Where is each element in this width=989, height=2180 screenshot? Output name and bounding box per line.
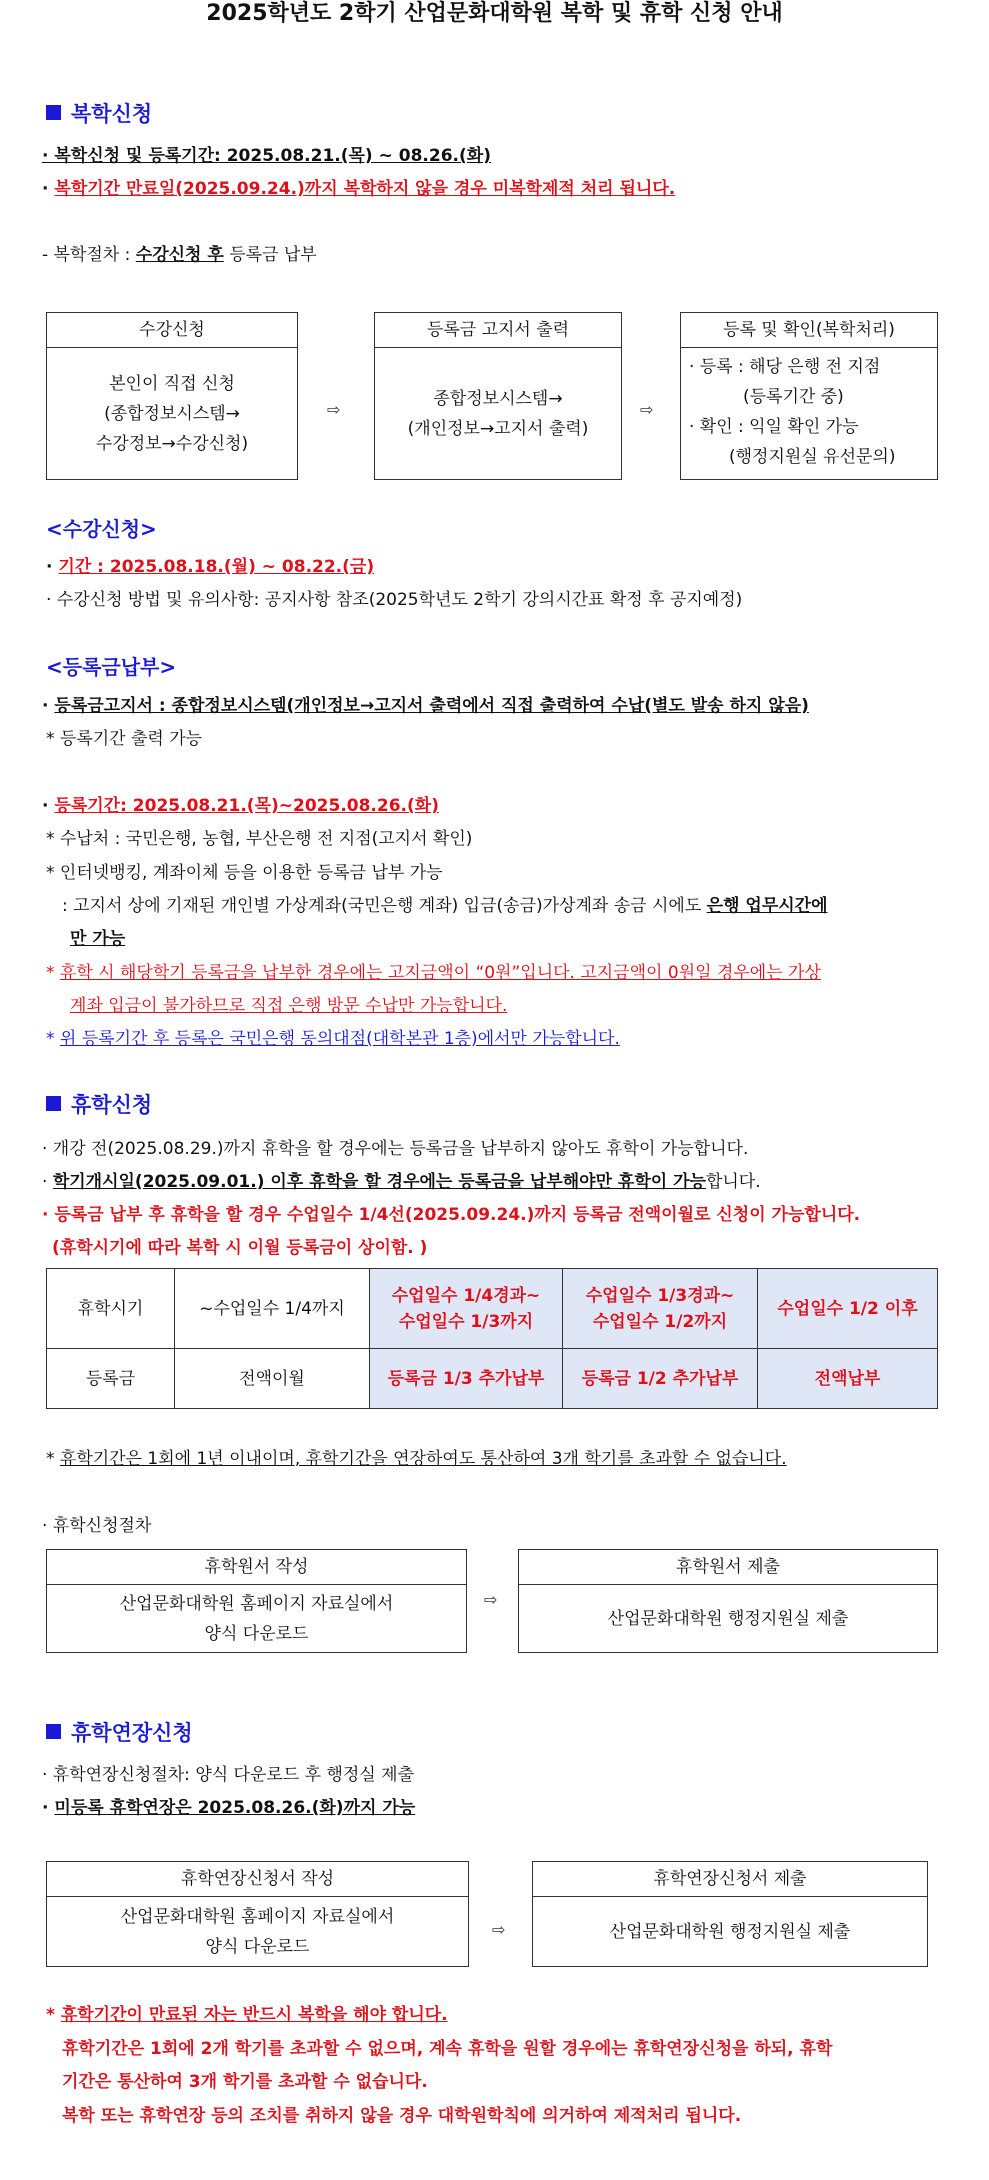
sugang-method: · 수강신청 방법 및 유의사항: 공지사항 참조(2025학년도 2학기 강의시간표 확정 후 공지예정) [46, 590, 743, 610]
sugang-period: · 기간 : 2025.08.18.(월) ~ 08.22.(금) [46, 557, 375, 577]
tuition-notice: · 등록금고지서 : 종합정보시스템(개인정보→고지서 출력에서 직접 출력하여 수납(별도 발송 하지 않음) [42, 696, 809, 716]
tuition-place: * 수납처 : 국민은행, 농협, 부산은행 전 지점(고지서 확인) [46, 829, 473, 849]
bokhak-period: · 복학신청 및 등록기간: 2025.08.21.(목) ~ 08.26.(화) [42, 146, 491, 166]
square-bullet-icon [46, 105, 61, 120]
tuition-period: · 등록기간: 2025.08.21.(목)~2025.08.26.(화) [42, 796, 439, 816]
section-heading-text: 복학신청 [71, 102, 153, 126]
section-heading-extension: 휴학연장신청 [46, 1717, 193, 1747]
square-bullet-icon [46, 1724, 61, 1739]
hyuhak-procedure: · 휴학신청절차 [42, 1516, 152, 1536]
arrow-right-icon: ⇨ [492, 1920, 506, 1939]
flow-box-header: 등록 및 확인(복학처리) [681, 313, 937, 348]
arrow-right-icon: ⇨ [327, 400, 341, 419]
extension-warn4: 복학 또는 휴학연장 등의 조치를 취하지 않을 경우 대학원학칙에 의거하여 제적처리 됩니다. [62, 2106, 742, 2126]
tuition-heading: <등록금납부> [46, 655, 177, 679]
hyuhak-line4: (휴학시기에 따라 복학 시 이월 등록금이 상이함. ) [52, 1238, 428, 1258]
hyuhak-line3: · 등록금 납부 후 휴학을 할 경우 수업일수 1/4선(2025.09.24.)까지 등록금 전액이월로 신청이 가능합니다. [42, 1205, 861, 1225]
tuition-virtual-account: : 고지서 상에 기재된 개인별 가상계좌(국민은행 계좌) 입금(송금)가상계좌 송금 시에도 은행 업무시간에 [62, 896, 828, 916]
bokhak-procedure: - 복학절차 : 수강신청 후 등록금 납부 [42, 245, 317, 265]
extension-warn3: 기간은 통산하여 3개 학기를 초과할 수 없습니다. [62, 2072, 428, 2092]
flow-box-sugang: 수강신청 본인이 직접 신청 (종합정보시스템→ 수강정보→수강신청) [46, 312, 298, 480]
extension-warn1: * 휴학기간이 만료된 자는 반드시 복학을 해야 합니다. [46, 2005, 448, 2025]
section-heading-bokhak [46, 98, 152, 128]
flow-box-register: 등록 및 확인(복학처리) · 등록 : 해당 은행 전 지점 (등록기간 중) · 확인 : 익일 확인 가능 (행정지원실 유선문의) [680, 312, 938, 480]
sugang-heading: <수강신청> [46, 517, 157, 541]
tuition-internet: * 인터넷뱅킹, 계좌이체 등을 이용한 등록금 납부 가능 [46, 863, 443, 883]
flow-box-extension-write: 휴학연장신청서 작성 산업문화대학원 홈페이지 자료실에서 양식 다운로드 [46, 1861, 469, 1967]
bokhak-expire: · 복학기간 만료일(2025.09.24.)까지 복학하지 않을 경우 미복학제적 처리 됩니다. [42, 179, 676, 199]
flow-box-header: 수강신청 [47, 313, 297, 348]
leave-tuition-table [46, 1268, 938, 1409]
arrow-right-icon: ⇨ [640, 400, 654, 419]
hyuhak-line2: · 학기개시일(2025.09.01.) 이후 휴학을 할 경우에는 등록금을 납부해야만 휴학이 가능합니다. [42, 1172, 761, 1192]
table-row: 휴학시기 ~수업일수 1/4까지 수업일수 1/4경과~ 수업일수 1/3까지 수업일수 1/3경과~ 수업일수 1/2까지 수업일수 1/2 이후 [47, 1269, 938, 1349]
tuition-virtual-account-cont: 만 가능 [70, 929, 126, 949]
flow-box-leave-write: 휴학원서 작성 산업문화대학원 홈페이지 자료실에서 양식 다운로드 [46, 1549, 467, 1653]
flow-box-header: 등록금 고지서 출력 [375, 313, 621, 348]
flow-box-leave-submit: 휴학원서 제출 산업문화대학원 행정지원실 제출 [518, 1549, 938, 1653]
square-bullet-icon [46, 1096, 61, 1111]
hyuhak-limit: * 휴학기간은 1회에 1년 이내이며, 휴학기간을 연장하여도 통산하여 3개 학기를 초과할 수 없습니다. [46, 1449, 787, 1469]
extension-line2: · 미등록 휴학연장은 2025.08.26.(화)까지 가능 [42, 1798, 416, 1818]
hyuhak-line1: · 개강 전(2025.08.29.)까지 휴학을 할 경우에는 등록금을 납부하지 않아도 휴학이 가능합니다. [42, 1139, 749, 1159]
page-title: 2025학년도 2학기 산업문화대학원 복학 및 휴학 신청 안내 [206, 1, 783, 26]
flow-box-invoice: 등록금 고지서 출력 종합정보시스템→ (개인정보→고지서 출력) [374, 312, 622, 480]
tuition-print: * 등록기간 출력 가능 [46, 729, 203, 749]
tuition-leave-note-cont: 계좌 입금이 불가하므로 직접 은행 방문 수납만 가능합니다. [70, 996, 508, 1016]
section-heading-hyuhak: 휴학신청 [46, 1089, 152, 1119]
arrow-right-icon: ⇨ [484, 1590, 498, 1609]
tuition-leave-note: * 휴학 시 해당학기 등록금을 납부한 경우에는 고지금액이 “0원”입니다. 고지금액이 0원일 경우에는 가상 [46, 963, 821, 983]
extension-line1: · 휴학연장신청절차: 양식 다운로드 후 행정실 제출 [42, 1765, 414, 1785]
extension-warn2: 휴학기간은 1회에 2개 학기를 초과할 수 없으며, 계속 휴학을 원할 경우에는 휴학연장신청을 하되, 휴학 [62, 2039, 833, 2059]
tuition-after-note: * 위 등록기간 후 등록은 국민은행 동의대점(대학본관 1층)에서만 가능합니다. [46, 1029, 620, 1049]
flow-box-extension-submit: 휴학연장신청서 제출 산업문화대학원 행정지원실 제출 [532, 1861, 928, 1967]
table-row: 등록금 전액이월 등록금 1/3 추가납부 등록금 1/2 추가납부 전액납부 [47, 1349, 938, 1409]
